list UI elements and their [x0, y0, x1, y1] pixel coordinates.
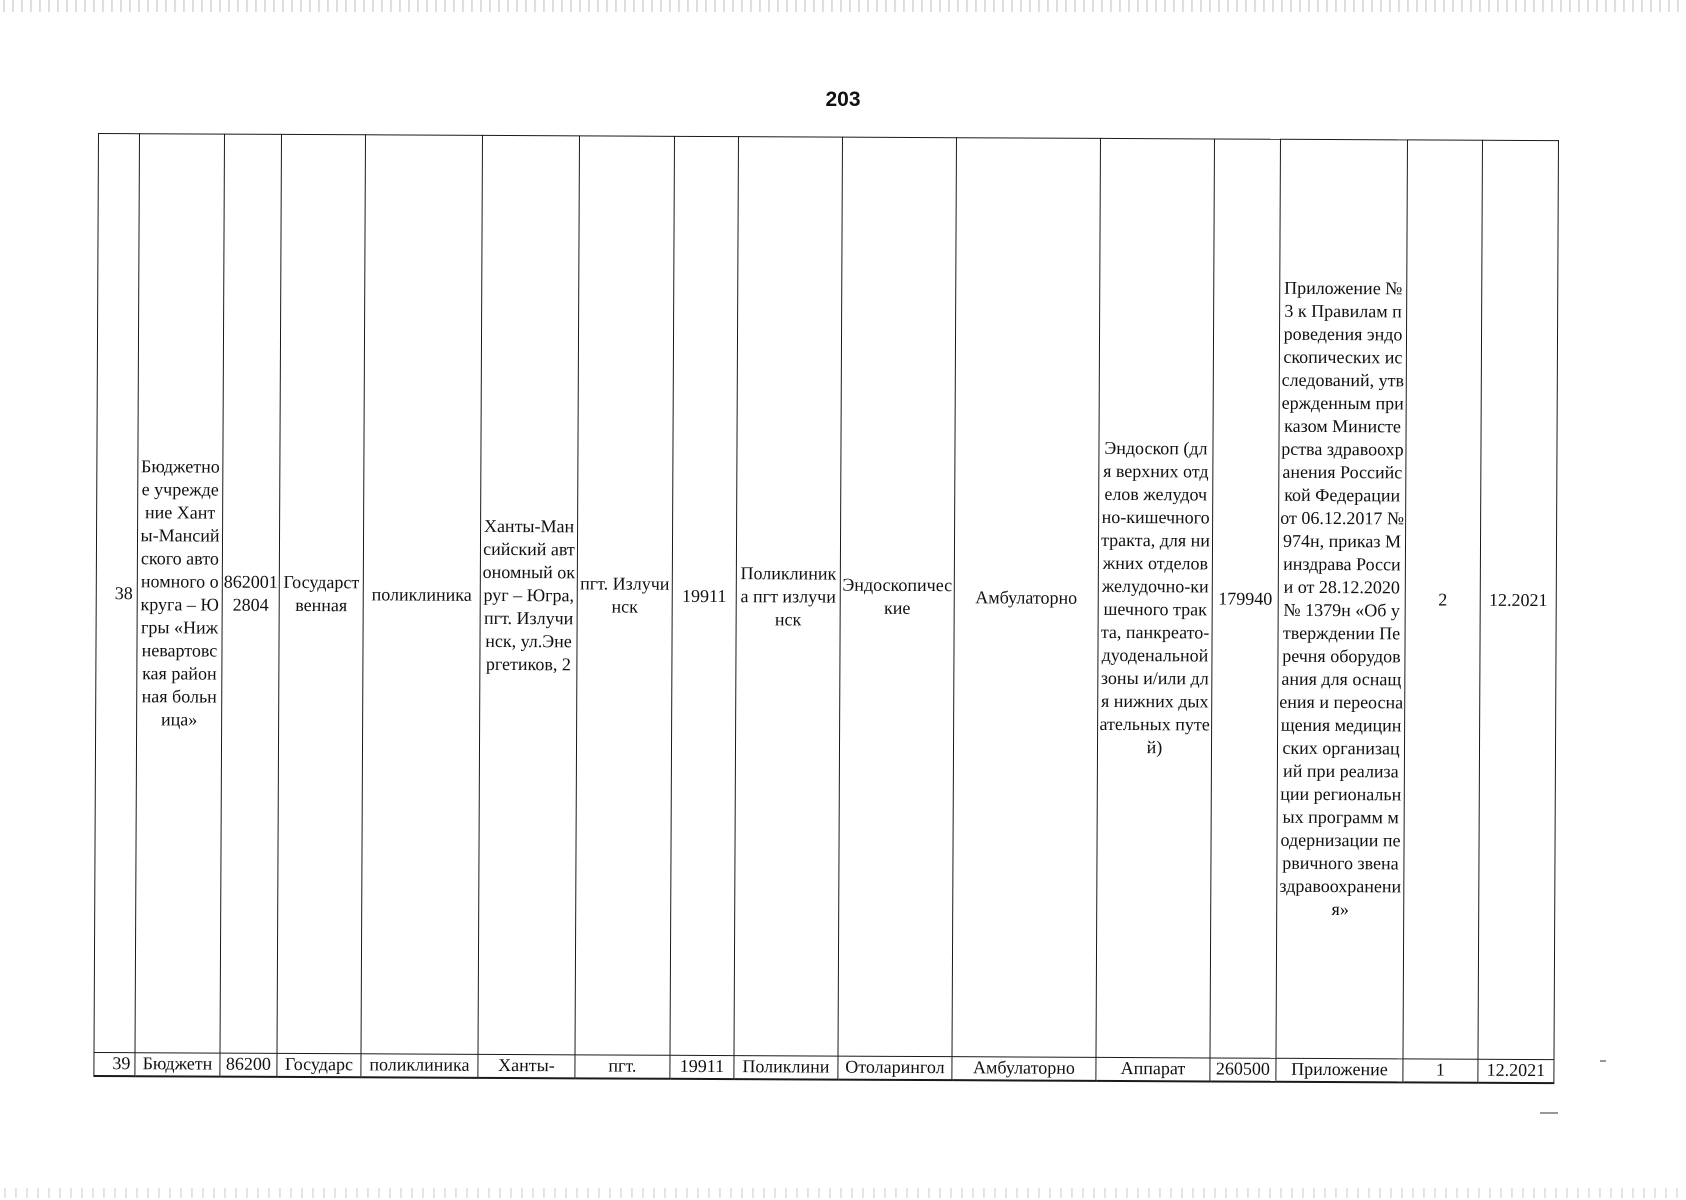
table-row: [94, 134, 1558, 1060]
equipment-table: [93, 133, 1559, 1084]
scan-edge-top: [0, 0, 1686, 12]
scan-edge-bottom: [0, 1188, 1686, 1198]
cell-facility-type: поликлиника: [361, 135, 482, 1055]
cell-settlement: пгт.: [575, 1055, 670, 1079]
cell-equipment: Аппарат: [1096, 1057, 1210, 1081]
cell-address: Ханты-: [478, 1054, 575, 1078]
cell-organization: Бюджетное учреждение Ханты-Мансийского автономного округа – Югры «Нижневартовская районная больница»: [135, 134, 224, 1053]
cell-code: 86200: [220, 1053, 277, 1077]
cell-equipment-code: 179940: [1210, 139, 1280, 1058]
cell-basis: Приложение: [1276, 1058, 1403, 1082]
cell-organization: Бюджетн: [135, 1053, 220, 1077]
cell-basis: Приложение № 3 к Правилам проведения эндоскопических исследований, утвержденным приказом Министерства здравоохранения Российской Федерации от 06.12.2017 № 974н, приказ Минздрава России от 28.12.2020 № 1379н «Об утверждении Перечня оборудования для оснащения и переоснащения медицинских организаций при реализации региональных программ модернизации первичного звена здравоохранения»: [1276, 139, 1407, 1059]
cell-quantity: 2: [1403, 140, 1482, 1059]
page-number: 203: [825, 88, 861, 111]
cell-id-code: 19911: [670, 1055, 734, 1079]
cell-condition: Амбулаторно: [952, 138, 1100, 1058]
cell-code: 8620012804: [220, 134, 281, 1053]
cell-ownership: Государственная: [277, 134, 365, 1053]
cell-number: 39: [94, 1052, 135, 1076]
cell-number: 38: [94, 134, 139, 1053]
cell-condition: Амбулаторно: [952, 1057, 1096, 1081]
cell-id-code: 19911: [670, 136, 738, 1055]
cell-settlement: пгт. Излучинск: [575, 136, 674, 1055]
cell-equipment-code: 260500: [1210, 1058, 1276, 1082]
cell-profile: Эндоскопические: [838, 137, 956, 1057]
cell-unit: Поликлиника пгт излучинск: [734, 137, 842, 1056]
cell-profile: Отоларингол: [838, 1056, 952, 1080]
scan-speck: [1540, 1112, 1558, 1114]
cell-date: 12.2021: [1478, 140, 1558, 1059]
scan-speck: [1600, 1060, 1606, 1062]
document-sheet: [93, 133, 1558, 1084]
cell-facility-type: поликлиника: [361, 1054, 478, 1078]
cell-address: Ханты-Мансийский автономный округ – Югра, пгт. Излучинск, ул.Энергетиков, 2: [478, 135, 579, 1054]
cell-date: 12.2021: [1478, 1059, 1554, 1083]
cell-ownership: Государс: [277, 1053, 361, 1077]
cell-unit: Поликлини: [734, 1056, 838, 1080]
cell-quantity: 1: [1403, 1059, 1478, 1083]
cell-equipment: Эндоскоп (для верхних отделов желудочно-кишечного тракта, для нижних отделов желудочно-кишечного тракта, панкреато-дуоденальной зоны и/или для нижних дыхательных путей): [1096, 138, 1214, 1058]
